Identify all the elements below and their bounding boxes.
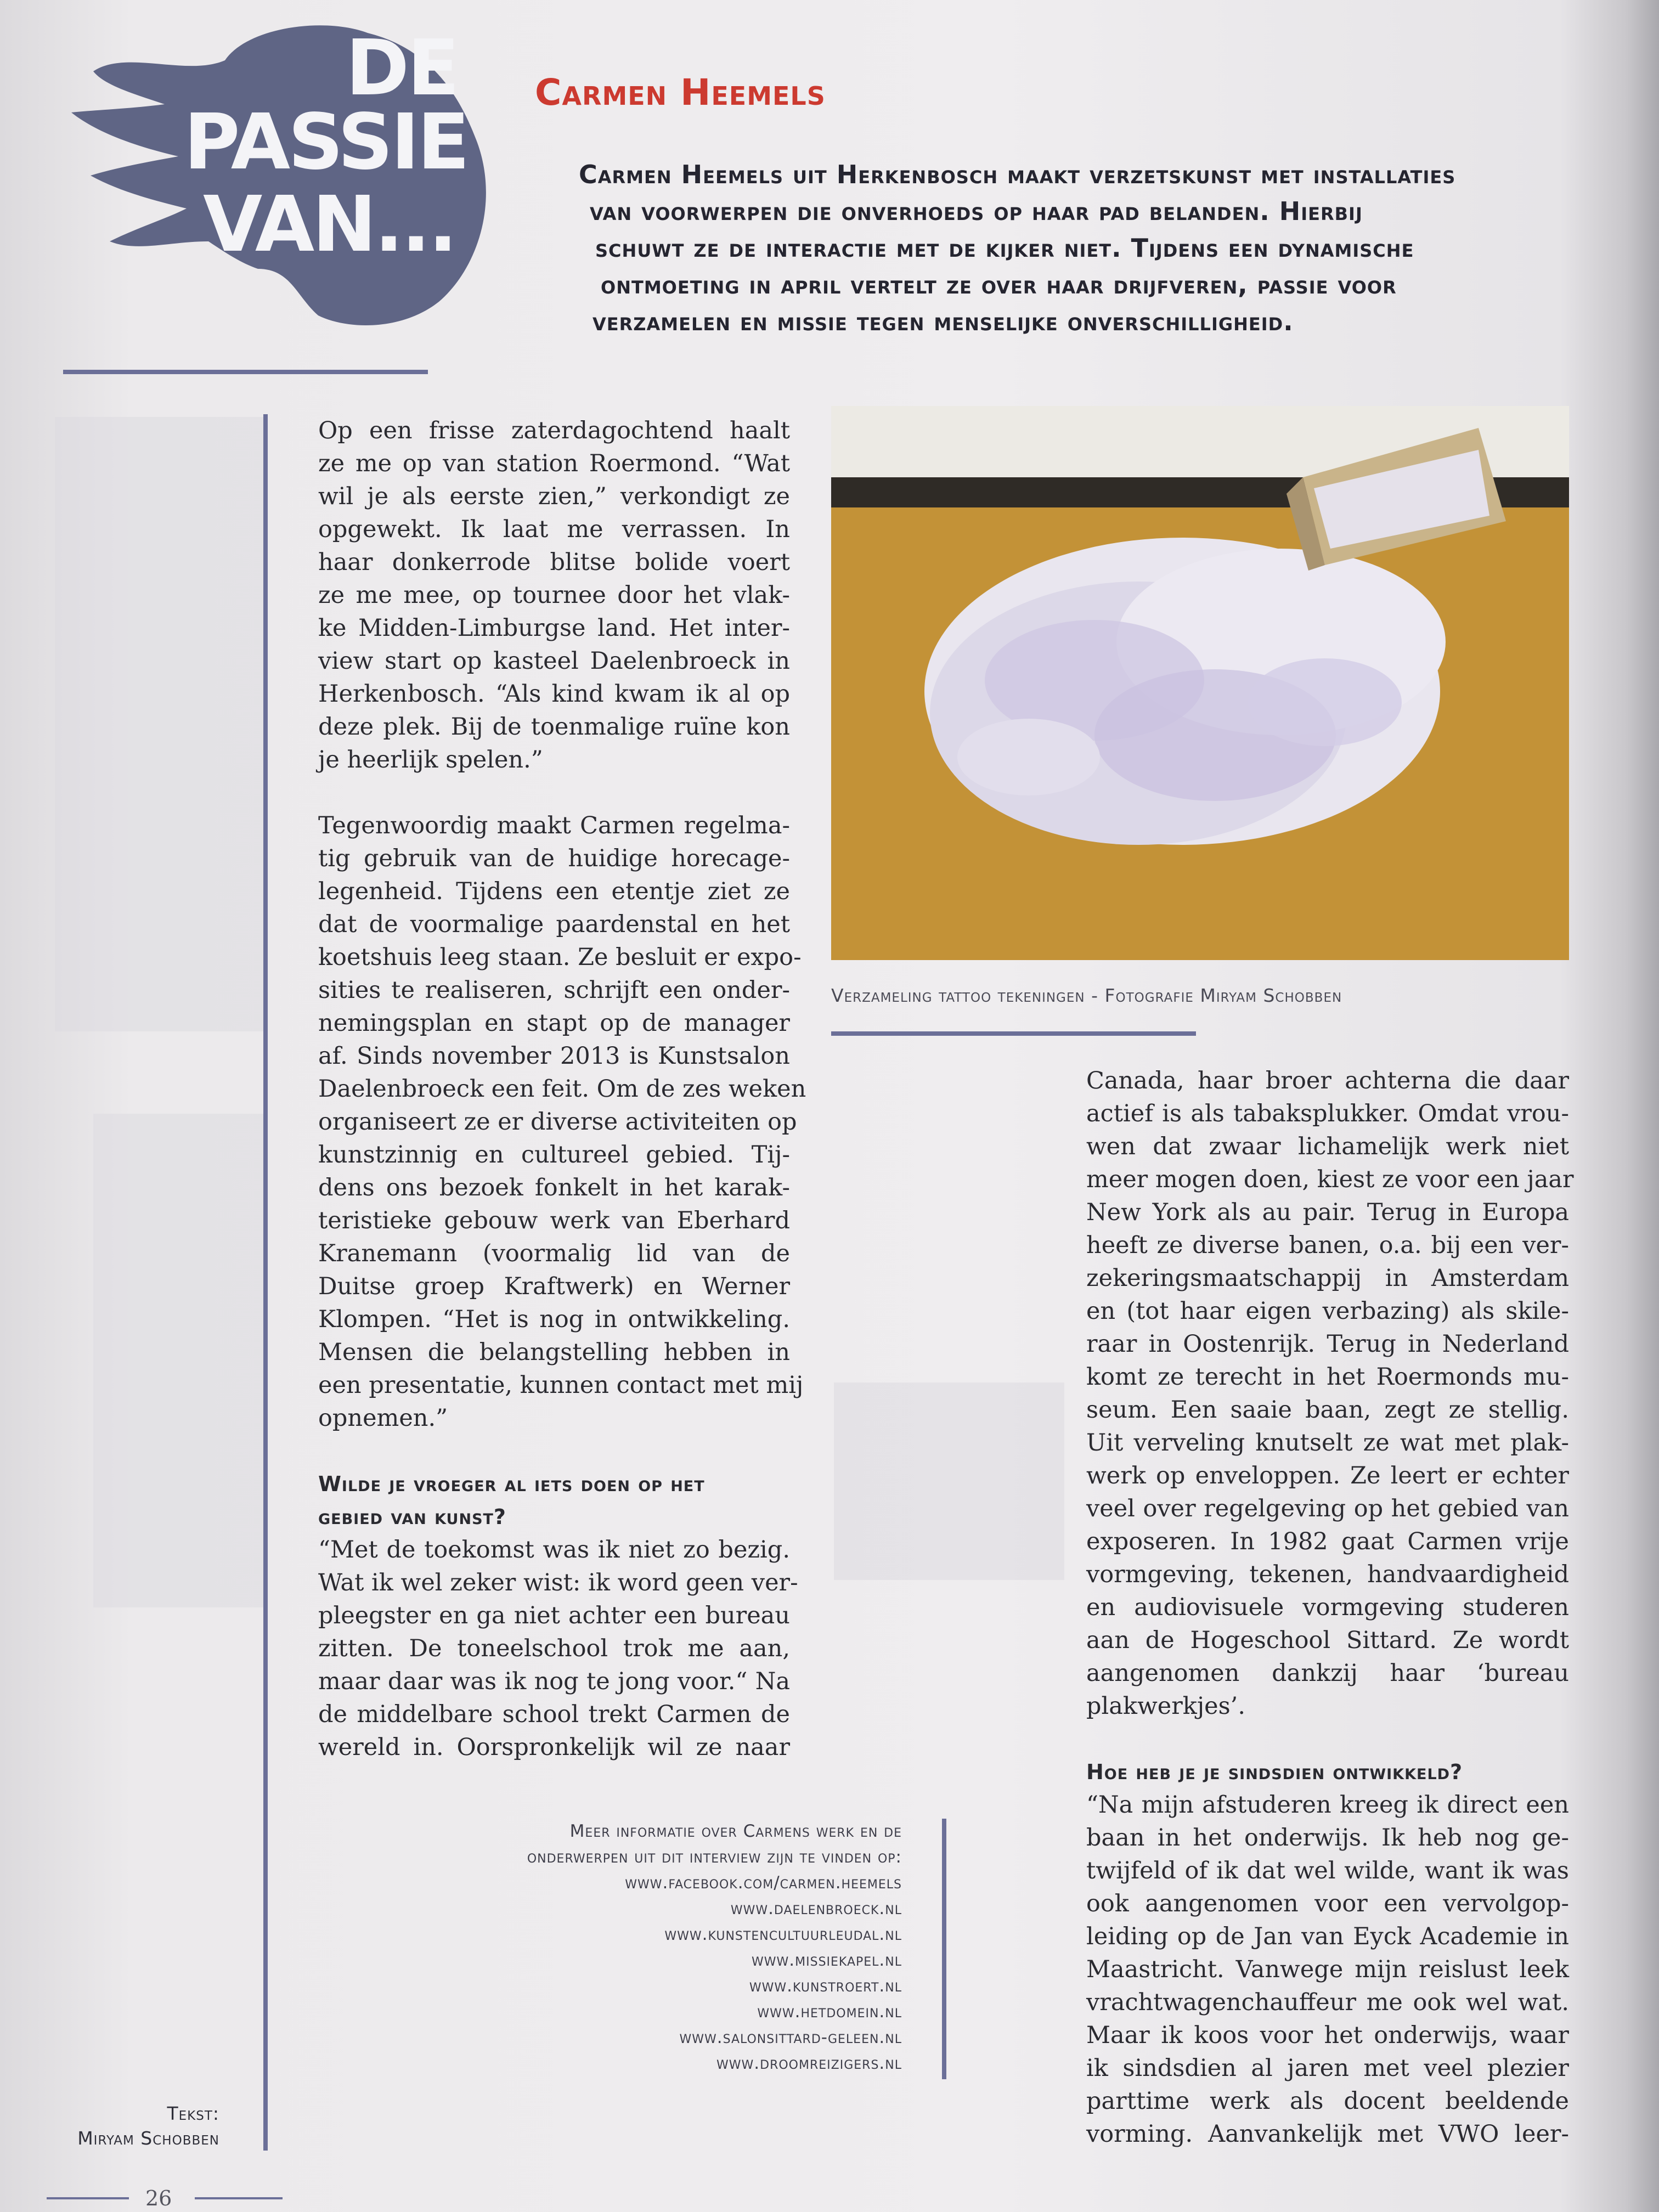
body-line: dat de voormalige paardenstal en het [318, 911, 790, 938]
body-line: “Na mijn afstuderen kreeg ik direct een [1086, 1791, 1569, 1819]
body-line: ze me mee, op tournee door het vlak- [318, 582, 790, 609]
logo-line-de: DE [346, 24, 458, 113]
body-line: Tegenwoordig maakt Carmen regelma- [318, 812, 790, 839]
body-line: meer mogen doen, kiest ze voor een jaar [1086, 1166, 1574, 1193]
body-line: heeft ze diverse banen, o.a. bij een ver- [1086, 1232, 1569, 1259]
body-line: teristieke gebouw werk van Eberhard [318, 1207, 790, 1234]
article-column-1 [318, 414, 806, 1764]
body-line: view start op kasteel Daelenbroeck in [318, 647, 790, 675]
section-logo [60, 11, 499, 340]
body-line: koetshuis leeg staan. Ze besluit er expo- [318, 944, 802, 971]
body-line: veel over regelgeving op het gebied van [1086, 1495, 1569, 1522]
body-line: wen dat zwaar lichamelijk werk niet [1086, 1133, 1569, 1160]
body-line: leiding op de Jan van Eyck Academie in [1086, 1923, 1569, 1950]
info-link[interactable]: www.kunstroert.nl [749, 1976, 902, 1996]
intro-line: verzamelen en missie tegen menselijke onverschilligheid. [592, 307, 1294, 336]
body-line: dens ons bezoek fonkelt in het karak- [318, 1174, 790, 1201]
interview-question: Wilde je vroeger al iets doen op het [318, 1472, 705, 1496]
body-line: deze plek. Bij de toenmalige ruïne kon [318, 713, 790, 741]
body-line: ze me op van station Roermond. “Wat [318, 450, 790, 477]
info-link[interactable]: www.droomreizigers.nl [716, 2053, 902, 2073]
body-line: sities te realiseren, schrijft een onder- [318, 977, 790, 1004]
body-line: vrachtwagenchauffeur me ook wel wat. [1086, 1989, 1569, 2016]
intro-line: Carmen Heemels uit Herkenbosch maakt verzetskunst met installaties [579, 160, 1456, 189]
body-line: aan de Hogeschool Sittard. Ze wordt [1086, 1627, 1569, 1654]
body-line: “Met de toekomst was ik niet zo bezig. [318, 1536, 790, 1564]
body-line: Wat ik wel zeker wist: ik word geen ver- [318, 1569, 798, 1596]
background-print-through [55, 417, 263, 1031]
logo-line-passie: PASSIE [184, 98, 468, 187]
intro-lead [579, 156, 1583, 340]
info-link[interactable]: www.facebook.com/carmen.heemels [625, 1873, 902, 1893]
body-line: baan in het onderwijs. Ik heb nog ge- [1086, 1824, 1569, 1852]
body-line: Kranemann (voormalig lid van de [318, 1240, 790, 1267]
body-line: Herkenbosch. “Als kind kwam ik al op [318, 680, 790, 708]
body-line: twijfeld of ik dat wel wilde, want ik was [1086, 1857, 1569, 1884]
interview-question: Hoe heb je je sindsdien ontwikkeld? [1086, 1760, 1463, 1784]
body-line: Op een frisse zaterdagochtend haalt [318, 417, 790, 444]
body-line: zitten. De toneelschool trok me aan, [318, 1635, 790, 1662]
body-line: wil je als eerste zien,” verkondigt ze [318, 483, 790, 510]
body-line: Maastricht. Vanwege mijn reislust leek [1086, 1956, 1569, 1983]
body-line: raar in Oostenrijk. Terug in Nederland [1086, 1330, 1569, 1358]
credit-label: Tekst: [167, 2103, 219, 2124]
body-line: ook aangenomen voor een vervolgop- [1086, 1890, 1569, 1917]
body-line: opnemen.” [318, 1404, 448, 1432]
photo-caption: Verzameling tattoo tekeningen - Fotografie Miryam Schobben [831, 985, 1342, 1006]
body-line: opgewekt. Ik laat me verrassen. In [318, 516, 790, 543]
caption-divider [831, 1031, 1196, 1036]
article-title: Carmen Heemels [535, 71, 826, 114]
body-line: exposeren. In 1982 gaat Carmen vrije [1086, 1528, 1569, 1555]
author-credit [44, 2101, 219, 2151]
body-line: New York als au pair. Terug in Europa [1086, 1199, 1569, 1226]
info-rule [942, 1819, 946, 2079]
body-line: een presentatie, kunnen contact met mij [318, 1372, 804, 1399]
body-line: en audiovisuele vormgeving studeren [1086, 1594, 1569, 1621]
body-line: Duitse groep Kraftwerk) en Werner [318, 1273, 790, 1300]
body-line: nemingsplan en stapt op de manager [318, 1009, 790, 1037]
intro-line: schuwt ze de interactie met de kijker niet. Tijdens een dynamische [595, 233, 1414, 263]
body-line: tig gebruik van de huidige horecage- [318, 845, 790, 872]
info-link[interactable]: www.missiekapel.nl [752, 1950, 902, 1970]
body-line: Uit verveling knutselt ze wat met plak- [1086, 1429, 1569, 1457]
info-link[interactable]: www.salonsittard-geleen.nl [679, 2028, 902, 2047]
info-text: Meer informatie over Carmens werk en de [569, 1821, 902, 1841]
interview-question: gebied van kunst? [318, 1505, 506, 1529]
body-line: werk op enveloppen. Ze leert er echter [1086, 1462, 1569, 1489]
body-line: zekeringsmaatschappij in Amsterdam [1086, 1265, 1569, 1292]
more-info-links [408, 1819, 902, 2076]
body-line: Maar ik koos voor het onderwijs, waar [1086, 2022, 1569, 2049]
body-line: kunstzinnig en cultureel gebied. Tij- [318, 1141, 790, 1169]
body-line: ik sindsdien al jaren met veel plezier [1086, 2055, 1569, 2082]
body-line: af. Sinds november 2013 is Kunstsalon [318, 1042, 790, 1070]
article-column-2 [1086, 1064, 1574, 2151]
body-line: vormgeving, tekenen, handvaardigheid [1086, 1561, 1569, 1588]
logo-line-van: VAN... [203, 180, 455, 269]
info-link[interactable]: www.hetdomein.nl [757, 2002, 902, 2022]
body-line: organiseert ze er diverse activiteiten op [318, 1108, 797, 1136]
body-line: haar donkerrode blitse bolide voert [318, 549, 790, 576]
page-number: 26 [145, 2186, 172, 2210]
body-line: parttime werk als docent beeldende [1086, 2087, 1569, 2115]
body-line: plakwerkjes’. [1086, 1692, 1246, 1720]
credit-name: Miryam Schobben [77, 2128, 219, 2149]
body-line: komt ze terecht in het Roermonds mu- [1086, 1363, 1569, 1391]
intro-line: van voorwerpen die onverhoeds op haar pad belanden. Hierbij [590, 196, 1363, 226]
body-line: aangenomen dankzij haar ‘bureau [1086, 1660, 1569, 1687]
body-line: ke Midden-Limburgse land. Het inter- [318, 614, 790, 642]
body-line: en (tot haar eigen verbazing) als skile- [1086, 1297, 1569, 1325]
body-line: Mensen die belangstelling hebben in [318, 1339, 790, 1366]
info-link[interactable]: www.kunstencultuurleudal.nl [664, 1925, 902, 1944]
background-print-through [93, 1114, 263, 1607]
body-line: pleegster en ga niet achter een bureau [318, 1602, 790, 1629]
body-line: Canada, haar broer achterna die daar [1086, 1067, 1569, 1094]
background-print-through [834, 1383, 1064, 1580]
body-line: wereld in. Oorspronkelijk wil ze naar [318, 1734, 790, 1761]
page-number-rule-right [195, 2197, 283, 2199]
page-number-rule-left [47, 2197, 129, 2199]
body-line: vorming. Aanvankelijk met VWO leer- [1086, 2120, 1569, 2148]
intro-line: ontmoeting in april vertelt ze over haar drijfveren, passie voor [601, 270, 1397, 300]
body-line: je heerlijk spelen.” [318, 746, 543, 774]
body-line: Daelenbroeck een feit. Om de zes weken [318, 1075, 806, 1103]
body-line: legenheid. Tijdens een etentje ziet ze [318, 878, 790, 905]
tattoo-drawings-photo [831, 406, 1569, 960]
header-divider [63, 370, 428, 374]
column-rule-left [263, 414, 268, 2151]
info-link[interactable]: www.daelenbroeck.nl [730, 1899, 902, 1918]
body-line: actief is als tabaksplukker. Omdat vrou- [1086, 1100, 1569, 1127]
body-line: seum. Een saaie baan, zegt ze stellig. [1086, 1396, 1569, 1424]
body-line: Klompen. “Het is nog in ontwikkeling. [318, 1306, 790, 1333]
body-line: de middelbare school trekt Carmen de [318, 1701, 790, 1728]
body-line: maar daar was ik nog te jong voor.“ Na [318, 1668, 790, 1695]
info-text: onderwerpen uit dit interview zijn te vinden op: [527, 1847, 902, 1867]
